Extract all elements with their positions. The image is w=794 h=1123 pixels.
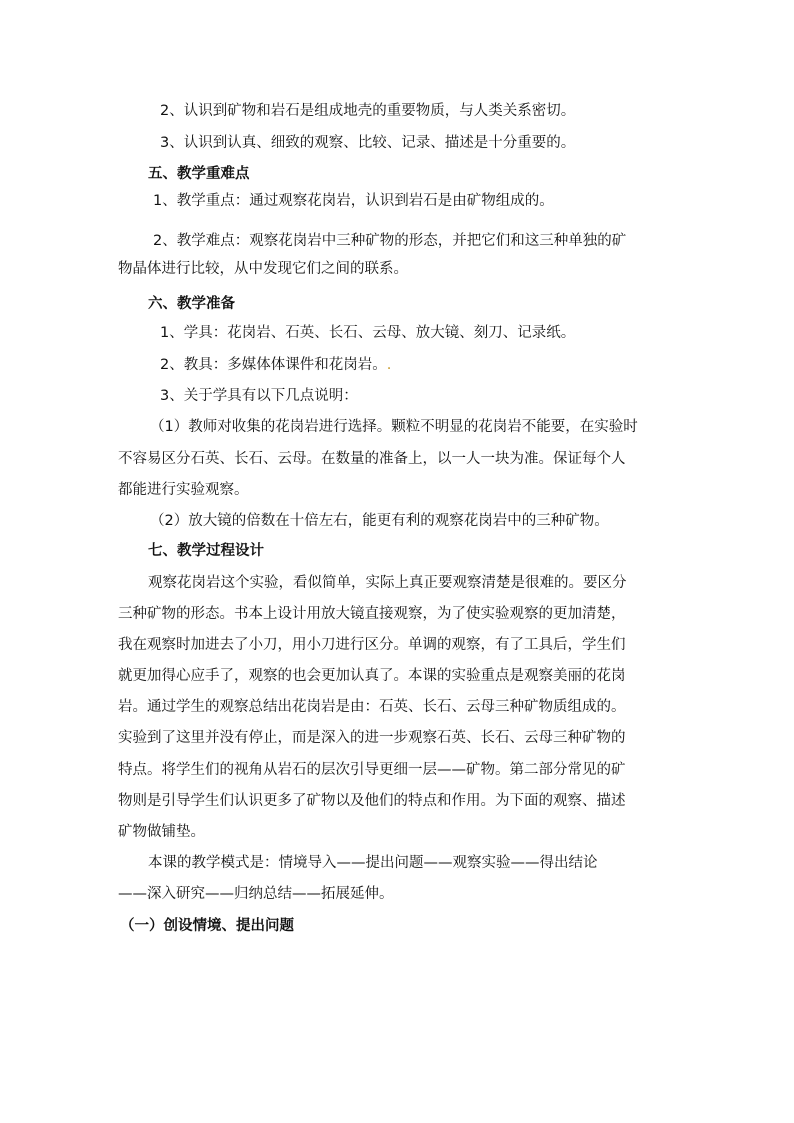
process-line-5: 岩。通过学生的观察总结出花岗岩是由：石英、长石、云母三种矿物质组成的。 xyxy=(118,699,626,715)
process-line-6: 实验到了这里并没有停止，而是深入的进一步观察石英、长石、云母三种矿物的 xyxy=(118,730,626,746)
note-1-line-1: （1）教师对收集的花岗岩进行选择。颗粒不明显的花岗岩不能要，在实验时 xyxy=(150,419,638,435)
heading-process: 七、教学过程设计 xyxy=(148,543,264,559)
process-line-1: 观察花岗岩这个实验，看似简单，实际上真正要观察清楚是很难的。要区分 xyxy=(148,575,627,591)
heading-key-points: 五、教学重难点 xyxy=(148,166,250,182)
process-line-3: 我在观察时加进去了小刀，用小刀进行区分。单调的观察，有了工具后，学生们 xyxy=(118,637,626,653)
heading-section-1: （一）创设情境、提出问题 xyxy=(120,918,294,934)
prep-item-2: 2、教具：多媒体体课件和花岗岩。. xyxy=(160,357,392,373)
process-line-7: 特点。将学生们的视角从岩石的层次引导更细一层——矿物。第二部分常见的矿 xyxy=(118,762,626,778)
heading-preparation: 六、教学准备 xyxy=(148,296,235,312)
prep-item-1: 1、学具：花岗岩、石英、长石、云母、放大镜、刻刀、记录纸。 xyxy=(160,325,576,341)
stray-mark: . xyxy=(386,357,392,373)
objective-2: 2、认识到矿物和岩石是组成地壳的重要物质，与人类关系密切。 xyxy=(160,103,576,119)
process-line-4: 就更加得心应手了，观察的也会更加认真了。本课的实验重点是观察美丽的花岗 xyxy=(118,668,626,684)
process-line-9: 矿物做铺垫。 xyxy=(118,824,205,840)
note-1-line-3: 都能进行实验观察。 xyxy=(118,482,249,498)
prep-item-3: 3、关于学具有以下几点说明： xyxy=(160,388,358,404)
process-line-2: 三种矿物的形态。书本上设计用放大镜直接观察，为了使实验观察的更加清楚， xyxy=(118,606,626,622)
note-2: （2）放大镜的倍数在十倍左右，能更有利的观察花岗岩中的三种矿物。 xyxy=(150,513,609,529)
objective-3: 3、认识到认真、细致的观察、比较、记录、描述是十分重要的。 xyxy=(160,135,576,151)
mode-line-1: 本课的教学模式是：情境导入——提出问题——观察实验——得出结论 xyxy=(148,855,598,871)
mode-line-2: ——深入研究——归纳总结——拓展延伸。 xyxy=(118,886,394,902)
note-1-line-2: 不容易区分石英、长石、云母。在数量的准备上，以一人一块为准。保证每个人 xyxy=(118,451,626,467)
difficulty-line-1: 2、教学难点：观察花岗岩中三种矿物的形态，并把它们和这三种单独的矿 xyxy=(153,233,627,249)
process-line-8: 物则是引导学生们认识更多了矿物以及他们的特点和作用。为下面的观察、描述 xyxy=(118,793,626,809)
difficulty-line-2: 物晶体进行比较，从中发现它们之间的联系。 xyxy=(118,261,408,277)
key-point-1: 1、教学重点：通过观察花岗岩，认识到岩石是由矿物组成的。 xyxy=(153,193,554,209)
